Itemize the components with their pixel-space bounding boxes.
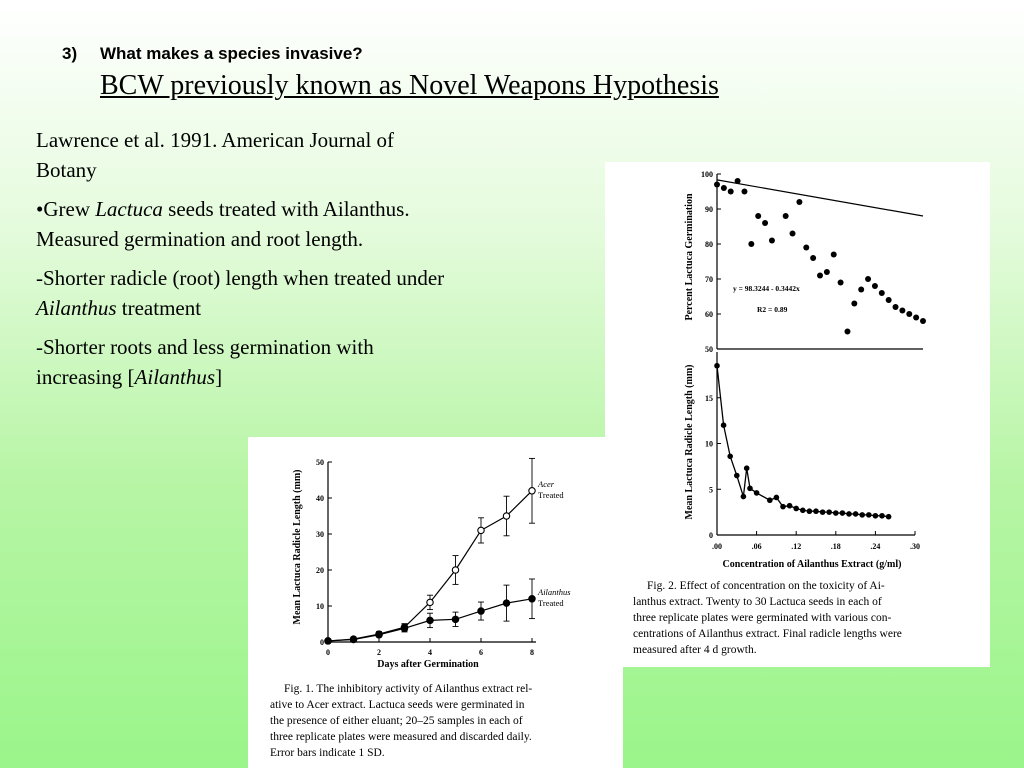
germination-y-tick-label: 60 (705, 310, 713, 319)
germination-y-tick-label: 100 (701, 170, 713, 179)
germination-point (913, 315, 919, 321)
concentration-point (727, 454, 733, 460)
acer-point (529, 488, 535, 494)
concentration-point (833, 510, 839, 516)
concentration-point (744, 465, 750, 471)
bullet-3-italic: Ailanthus (134, 365, 216, 389)
ailanthus-label: Ailanthus (538, 587, 571, 597)
concentration-y-tick-label: 5 (709, 485, 713, 495)
fig2-caption-line-4: centrations of Ailanthus extract. Final radicle lengths were (633, 628, 902, 640)
figure-1-panel (248, 437, 623, 768)
acer-point (427, 599, 433, 605)
ailanthus-point (427, 617, 433, 623)
germination-chart (701, 170, 926, 354)
germination-point (824, 269, 830, 275)
citation: Lawrence et al. 1991. American Journal of Botany (36, 128, 395, 182)
concentration-point (846, 511, 852, 517)
fig2-caption-line-3: three replicate plates were germinated with various con- (633, 612, 892, 624)
radicle-ylabel-fig2: Mean Lactuca Radicle Length (mm) (684, 364, 695, 520)
germination-point (838, 280, 844, 286)
concentration-point (826, 509, 832, 515)
bullet-1-pre: •Grew (36, 197, 96, 221)
fig2-caption-line-5: measured after 4 d growth. (633, 644, 757, 656)
bullet-2-post: treatment (116, 296, 202, 320)
concentration-x-tick-label: .06 (751, 542, 762, 551)
ailanthus-point (529, 596, 535, 602)
ailanthus-point (325, 638, 331, 644)
germination-point (851, 301, 857, 307)
slide-question: What makes a species invasive? (100, 44, 363, 63)
germination-point (803, 245, 809, 251)
concentration-chart (705, 352, 920, 551)
germination-point (844, 329, 850, 335)
germination-point (721, 185, 727, 191)
germination-point (906, 311, 912, 317)
germination-point (879, 290, 885, 296)
concentration-x-tick-label: .12 (791, 542, 802, 551)
concentration-point (741, 494, 747, 500)
fig2-caption-line-2: lanthus extract. Twenty to 30 Lactuca seeds in each of (633, 596, 882, 608)
days-x-tick-label: 8 (530, 648, 534, 657)
concentration-point (873, 513, 879, 519)
concentration-point (787, 503, 793, 509)
bullet-1 (36, 194, 446, 254)
ailanthus-point (350, 636, 356, 642)
days-chart (316, 458, 536, 657)
concentration-point (840, 510, 846, 516)
concentration-point (820, 509, 826, 515)
germination-point (920, 318, 926, 324)
days-y-tick-label: 0 (320, 638, 324, 647)
regression-line (717, 180, 923, 216)
figure-1-caption (270, 683, 532, 759)
bullet-3-pre: -Shorter roots and less germination with increasing [ (36, 335, 374, 389)
germination-point (755, 213, 761, 219)
figure-2-chart (605, 162, 990, 667)
germination-point (886, 297, 892, 303)
fig1-caption-line-2: ative to Acer extract. Lactuca seeds were germinated in (270, 699, 525, 711)
germination-point (872, 283, 878, 289)
days-y-tick-label: 50 (316, 458, 324, 467)
germination-point (714, 182, 720, 188)
concentration-point (754, 490, 760, 496)
figure-1-chart (248, 437, 623, 768)
concentration-point (721, 422, 727, 428)
concentration-y-tick-label: 10 (705, 439, 713, 449)
concentration-point (886, 514, 892, 520)
concentration-point (813, 508, 819, 514)
days-xlabel: Days after Germination (377, 659, 479, 670)
germination-point (783, 213, 789, 219)
germination-y-tick-label: 70 (705, 275, 713, 284)
germination-point (769, 238, 775, 244)
concentration-point (859, 512, 865, 518)
radicle-ylabel-fig1: Mean Lactuca Radicle Length (mm) (292, 469, 303, 625)
germination-point (762, 220, 768, 226)
germination-y-tick-label: 80 (705, 240, 713, 249)
germination-point (796, 199, 802, 205)
acer-point (478, 527, 484, 533)
concentration-point (807, 508, 813, 514)
acer-label: Acer (538, 479, 555, 489)
concentration-point (793, 506, 799, 512)
concentration-point (866, 512, 872, 518)
fig1-caption-line-4: three replicate plates were measured and discarded daily. (270, 731, 532, 743)
regression-equation: y = 98.3244 - 0.3442x (733, 284, 800, 293)
acer-point (503, 513, 509, 519)
concentration-point (714, 363, 720, 369)
bullet-2 (36, 263, 446, 323)
acer-treated-label: Treated (538, 490, 564, 500)
concentration-y-tick-label: 0 (709, 531, 713, 540)
bullet-2-italic: Ailanthus (36, 296, 117, 320)
bullet-1-italic: Lactuca (95, 197, 163, 221)
slide-number: 3) (62, 44, 78, 63)
fig1-caption-line-3: the presence of either eluant; 20–25 samples in each of (270, 715, 523, 727)
germination-point (810, 255, 816, 261)
germination-point (858, 287, 864, 293)
figure-2-panel (605, 162, 990, 667)
bullet-3 (36, 332, 446, 392)
bullet-1-post: seeds treated with Ailanthus. Measured germination and root length. (36, 197, 410, 251)
slide-subtitle: BCW previously known as Novel Weapons Hypothesis (100, 70, 719, 101)
concentration-point (747, 486, 753, 492)
germination-point (741, 189, 747, 195)
ailanthus-point (503, 600, 509, 606)
germination-y-tick-label: 50 (705, 345, 713, 354)
fig2-caption-line-1: Fig. 2. Effect of concentration on the toxicity of Ai- (647, 580, 885, 592)
concentration-point (800, 507, 806, 513)
concentration-point (780, 504, 786, 510)
germination-point (865, 276, 871, 282)
ailanthus-point (376, 632, 382, 638)
concentration-point (774, 495, 780, 501)
germination-point (735, 178, 741, 184)
concentration-point (767, 497, 773, 503)
bullet-2-pre: -Shorter radicle (root) length when treated under (36, 266, 445, 290)
ailanthus-point (401, 625, 407, 631)
germination-point (728, 189, 734, 195)
germination-ylabel: Percent Lactuca Germination (684, 193, 695, 321)
regression-r2: R2 = 0.89 (757, 305, 788, 314)
germination-point (899, 308, 905, 314)
concentration-x-tick-label: .24 (870, 542, 881, 551)
germination-point (893, 304, 899, 310)
germination-point (831, 252, 837, 258)
germination-point (790, 231, 796, 237)
germination-point (748, 241, 754, 247)
days-y-tick-label: 40 (316, 494, 324, 503)
concentration-y-tick-label: 15 (705, 393, 713, 403)
concentration-x-tick-label: .00 (712, 542, 722, 551)
germination-y-tick-label: 90 (705, 205, 713, 214)
days-x-tick-label: 4 (428, 648, 432, 657)
figure-2-caption (633, 580, 902, 656)
concentration-x-tick-label: .30 (910, 542, 920, 551)
acer-point (452, 567, 458, 573)
days-y-tick-label: 20 (316, 566, 324, 575)
days-x-tick-label: 2 (377, 648, 381, 657)
concentration-point (853, 511, 859, 517)
concentration-x-tick-label: .18 (830, 542, 841, 551)
ailanthus-treated-label: Treated (538, 598, 564, 608)
ailanthus-point (452, 616, 458, 622)
concentration-point (734, 473, 740, 479)
days-y-tick-label: 30 (316, 530, 324, 539)
fig1-caption-line-5: Error bars indicate 1 SD. (270, 747, 385, 759)
ailanthus-point (478, 608, 484, 614)
days-x-tick-label: 0 (326, 648, 330, 657)
concentration-xlabel: Concentration of Ailanthus Extract (g/ml) (722, 559, 902, 570)
days-y-tick-label: 10 (316, 602, 324, 611)
germination-point (817, 273, 823, 279)
fig1-caption-line-1: Fig. 1. The inhibitory activity of Ailanthus extract rel- (284, 683, 533, 695)
concentration-point (879, 513, 885, 519)
days-x-tick-label: 6 (479, 648, 483, 657)
bullet-3-post: ] (215, 365, 223, 389)
body-text (36, 125, 446, 401)
